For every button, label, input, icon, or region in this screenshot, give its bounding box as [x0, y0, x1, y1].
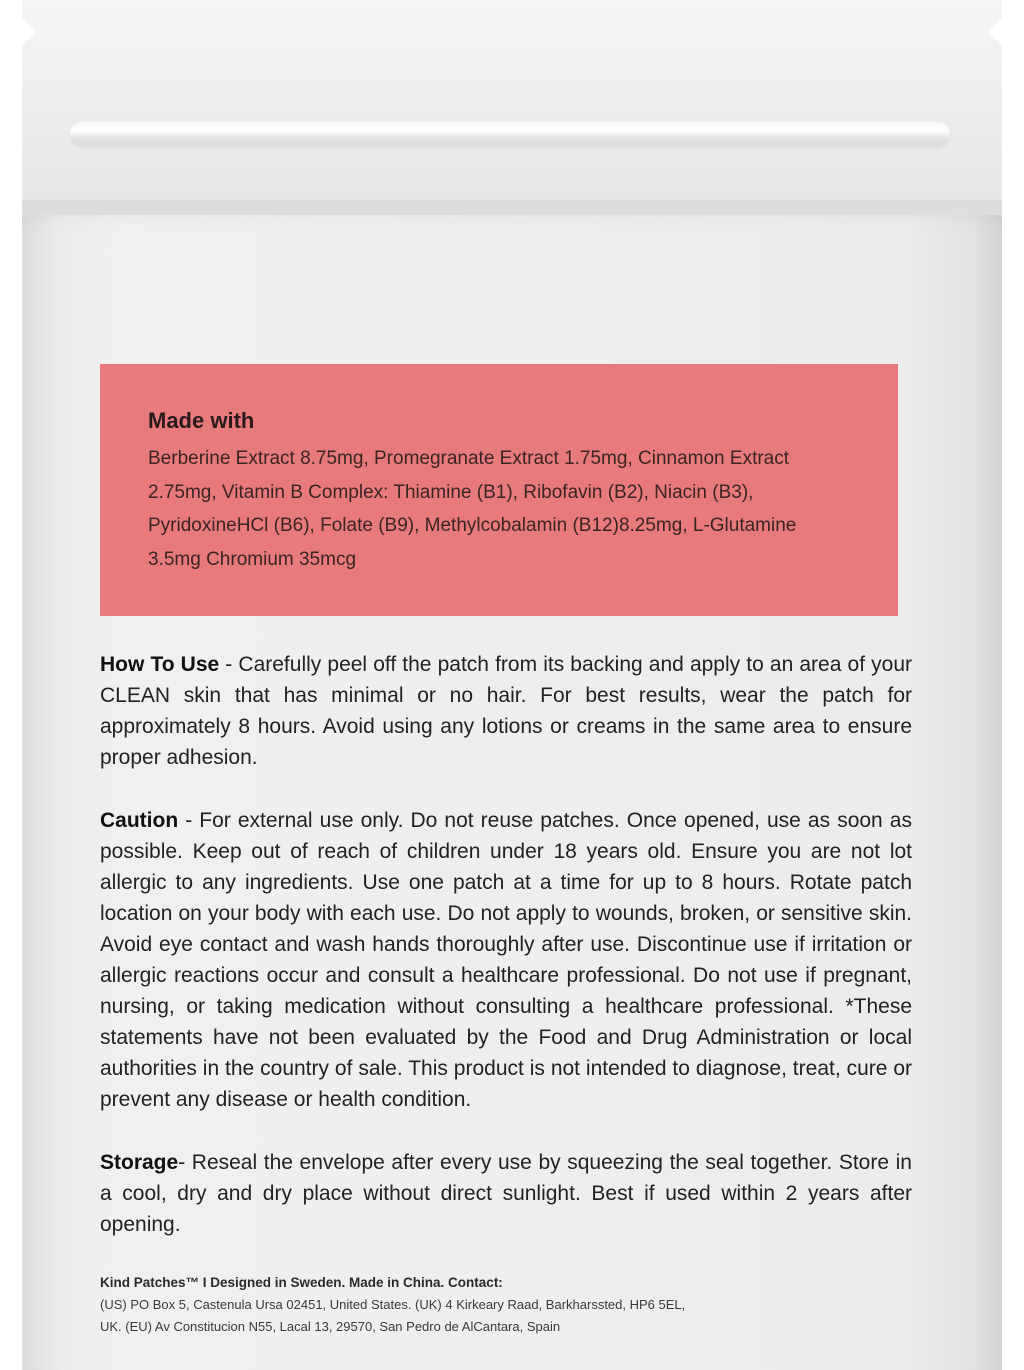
caution-label: Caution — [100, 809, 179, 832]
pouch-top-seal-area — [22, 0, 1002, 215]
ingredients-title: Made with — [148, 408, 255, 433]
how-to-use-text: - Carefully peel off the patch from its backing and apply to an area of your CLEAN skin that has minimal or no hair. For best results, wear the patch for approximately 8 hours. Avoid using any lotions or creams in the same area to ensure proper adhesion. — [100, 653, 912, 769]
ingredients-text: Berberine Extract 8.75mg, Promegranate Extract 1.75mg, Cinnamon Extract 2.75mg, Vitamin B Complex: Thiamine (B1), Ribofavin (B2), Niacin (B3), PyridoxineHCl (B6), Folate (B9), Methylcobalamin (B12)8.25mg, L-Glutamine 3.5mg Chromium 35mcg — [148, 448, 797, 570]
storage-section — [100, 1147, 912, 1240]
storage-label: Storage — [100, 1151, 179, 1174]
ingredients-box — [100, 364, 898, 616]
zipper-seal — [70, 122, 950, 146]
footer-brand-line: Kind Patches™ I Designed in Sweden. Made in China. Contact: — [100, 1275, 503, 1290]
footer-address-eu: UK. (EU) Av Constitucion N55, Lacal 13, 29570, San Pedro de AlCantara, Spain — [100, 1319, 561, 1334]
tear-notch-right — [988, 18, 1002, 46]
storage-text: - Reseal the envelope after every use by squeezing the seal together. Store in a cool, dry and dry place without direct sunlight. Best if used within 2 years after opening. — [100, 1151, 912, 1236]
footer-contact — [100, 1272, 820, 1338]
caution-section — [100, 805, 912, 1115]
pouch-fold-shadow — [22, 200, 1002, 230]
how-to-use-section — [100, 649, 912, 773]
tear-notch-left — [22, 18, 36, 46]
footer-address-us-uk: (US) PO Box 5, Castenula Ursa 02451, United States. (UK) 4 Kirkeary Raad, Barkharssted, HP6 5EL, — [100, 1297, 686, 1312]
how-to-use-label: How To Use — [100, 653, 220, 676]
caution-text: - For external use only. Do not reuse patches. Once opened, use as soon as possible. Keep out of reach of children under 18 years old. Ensure you are not lot allergic to any ingredients. Use one patch at a time for up to 8 hours. Rotate patch location on your body with each use. Do not apply to wounds, broken, or sensitive skin. Avoid eye contact and wash hands thoroughly after use. Discontinue use if irritation or allergic reactions occur and consult a healthcare professional. Do not use if pregnant, nursing, or taking medication without consulting a healthcare professional. *These statements have not been evaluated by the Food and Drug Administration or local authorities in the country of sale. This product is not intended to diagnose, treat, cure or prevent any disease or health condition. — [100, 809, 912, 1111]
